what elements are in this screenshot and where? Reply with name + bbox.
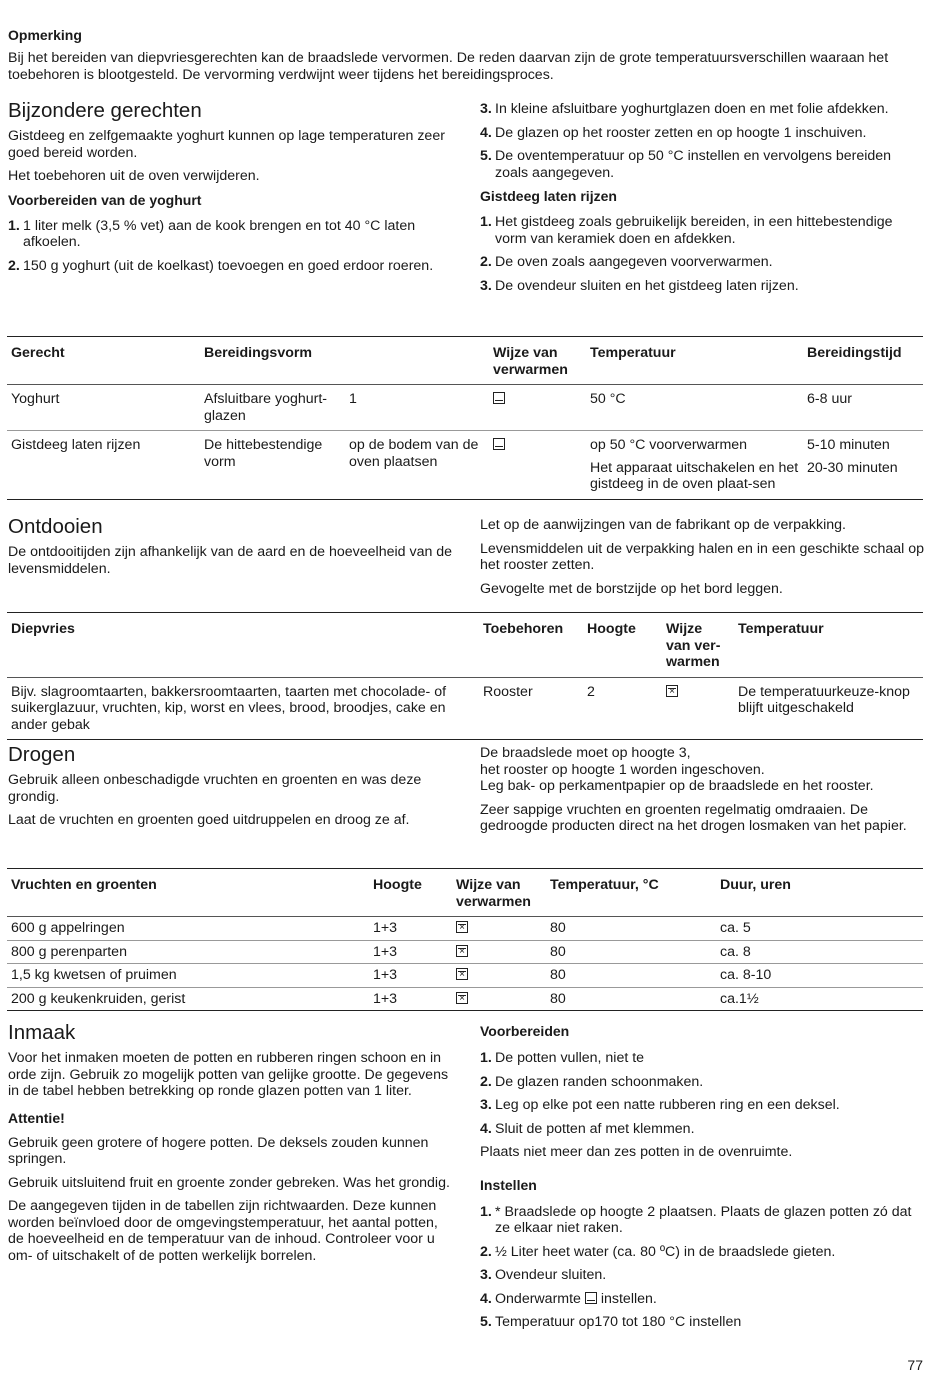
drogen-r1a: De braadslede moet op hoogte 3,: [480, 745, 691, 761]
inmaak-p5: Plaats niet meer dan zes potten in de ovenruimte.: [480, 1144, 793, 1160]
inmaak-p3: Gebruik uitsluitend fruit en groente zonder gebreken. Was het grondig.: [8, 1174, 450, 1191]
hot-air-icon: [456, 945, 468, 957]
table-header-row: [7, 337, 923, 385]
col-header: Duur, uren: [720, 877, 791, 893]
inmaak-p4: De aangegeven tijden in de tabellen zijn richtwaarden. Deze kunnen worden beïnvloed door de omgevingstemperatuur, het aantal potten, de hoeveelheid en de temperatuur van de inhoud. Controleer voor u om- of uitschakelt of de potten werkelijk borrelen.: [8, 1198, 438, 1264]
bijzondere-right: [480, 101, 925, 301]
bijzondere-intro: Gistdeeg en zelfgemaakte yoghurt kunnen op lage temperaturen zeer goed bereid worden.: [8, 128, 445, 161]
drogen-right: [480, 745, 928, 835]
table-row: 600 g appelringen 1+3 × 80 ca. 5: [7, 917, 923, 941]
drogen-r2: Zeer sappige vruchten en groenten regelmatig omdraaien. De gedroogde producten direct na het drogen losmaken van het papier.: [480, 801, 907, 834]
page-number: 77: [907, 1357, 923, 1373]
drogen-table: [7, 868, 923, 1011]
drogen-title: Drogen: [8, 743, 76, 766]
col-header: Temperatuur, °C: [550, 877, 659, 893]
col-header: Temperatuur: [738, 621, 824, 637]
hot-air-icon: [456, 992, 468, 1004]
list-item: 3. Leg op elke pot een natte rubberen ring en een deksel.: [480, 1097, 840, 1113]
inmaak-title: Inmaak: [8, 1021, 76, 1044]
list-item: 4. Onderwarmte instellen.: [480, 1290, 657, 1307]
drogen-p2: Laat de vruchten en groenten goed uitdruppelen en droog ze af.: [8, 812, 410, 828]
instellen-heading: Instellen: [480, 1176, 537, 1193]
ontdooien-note-2: Levensmiddelen uit de verpakking halen en in een geschikte schaal op het rooster zetten.: [480, 540, 925, 573]
yoghurt-steps-cont: [480, 101, 925, 181]
opmerking-title: Opmerking: [8, 27, 82, 43]
col-header: Temperatuur: [590, 345, 676, 361]
col-header: Wijze van verwarmen: [493, 345, 568, 378]
col-header: Gerecht: [11, 345, 65, 361]
col-header: Wijze van ver-warmen: [666, 621, 721, 670]
drogen-r1c: Leg bak- op perkamentpapier op de braadslede en het rooster.: [480, 778, 874, 794]
ontdooien-title: Ontdooien: [8, 515, 103, 538]
table-row: 1,5 kg kwetsen of pruimen 1+3 × 80 ca. 8-10: [7, 964, 923, 988]
fan-defrost-icon: [666, 685, 678, 697]
ontdooien-table: [7, 612, 923, 740]
list-item: 3. Ovendeur sluiten.: [480, 1267, 607, 1283]
attentie-heading: Attentie!: [8, 1109, 65, 1126]
bijzondere-table: [7, 336, 923, 500]
voorbereiden-heading: Voorbereiden: [480, 1023, 570, 1039]
table-row: Yoghurt Afsluitbare yoghurt-glazen 1 50 °C 6-8 uur: [7, 385, 923, 431]
table-row: 200 g keukenkruiden, gerist 1+3 × 80 ca.1½: [7, 987, 923, 1011]
inmaak-p2: Gebruik geen grotere of hogere potten. De deksels zouden kunnen springen.: [8, 1134, 429, 1167]
table-row: Gistdeeg laten rijzen De hittebestendige vorm op de bodem van de oven plaatsen op 50 °C voorverwarmen Het apparaat uitschakelen en het gistdeeg in de oven plaat-sen 5-10 minuten 20-30 minuten: [7, 431, 923, 500]
inmaak-intro: Voor het inmaken moeten de potten en rubberen ringen schoon en in orde zijn. Gebruik zo mogelijk potten van gelijke grootte. De gegevens in de tabel hebben betrekking op ronde glazen potten van 1 liter.: [8, 1050, 449, 1099]
list-item: 1. * Braadslede op hoogte 2 plaatsen. Plaats de glazen potten zó dat ze elkaar niet raken.: [480, 1203, 912, 1236]
opmerking-text: Bij het bereiden van diepvriesgerechten kan de braadslede vervormen. De reden daarvan zijn de grote temperatuursverschillen waaraan het toebehoren is blootgesteld. De vervorming verdwijnt weer tijdens het bereidingsproces.: [8, 50, 889, 83]
bottom-heat-icon: [493, 438, 505, 450]
opmerking-block: [8, 27, 928, 83]
bottom-heat-icon: [493, 392, 505, 404]
list-item: 2. 150 g yoghurt (uit de koelkast) toevoegen en goed erdoor roeren.: [8, 257, 434, 274]
drogen-left: [8, 743, 456, 829]
list-item: 5. Temperatuur op170 tot 180 °C instellen: [480, 1314, 742, 1330]
yoghurt-subheading: Voorbereiden van de yoghurt: [8, 191, 202, 208]
list-item: 5. De oventemperatuur op 50 °C instellen en vervolgens bereiden zoals aangegeven.: [480, 148, 892, 181]
ontdooien-note-3: Gevogelte met de borstzijde op het bord leggen.: [480, 580, 783, 597]
col-header: Bereidingstijd: [807, 345, 902, 361]
bijzondere-left: [8, 99, 456, 281]
bottom-heat-icon: [585, 1292, 597, 1304]
yoghurt-steps: [8, 218, 456, 275]
voorbereiden-steps: [480, 1050, 925, 1137]
list-item: 1. Het gistdeeg zoals gebruikelijk bereiden, in een hittebestendige vorm van keramiek doen en afdekken.: [480, 214, 893, 247]
col-header: Toebehoren: [483, 621, 564, 637]
inmaak-left: [8, 1021, 456, 1264]
bijzondere-remove: Het toebehoren uit de oven verwijderen.: [8, 168, 260, 184]
list-item: 4. Sluit de potten af met klemmen.: [480, 1120, 695, 1137]
col-header: Vruchten en groenten: [11, 877, 157, 893]
col-header: Hoogte: [373, 877, 422, 893]
drogen-p1: Gebruik alleen onbeschadigde vruchten en groenten en was deze grondig.: [8, 772, 422, 805]
ontdooien-right: [480, 517, 925, 597]
col-header: Bereidingsvorm: [204, 345, 313, 361]
table-header-row: [7, 613, 923, 678]
bijzondere-title: Bijzondere gerechten: [8, 99, 202, 122]
col-header: Wijze van verwarmen: [456, 877, 531, 910]
list-item: 1. De potten vullen, niet te: [480, 1050, 645, 1066]
table-row: 800 g perenparten 1+3 × 80 ca. 8: [7, 940, 923, 964]
hot-air-icon: [456, 921, 468, 933]
ontdooien-left: [8, 515, 456, 577]
col-header: Hoogte: [587, 621, 636, 637]
list-item: 2. ½ Liter heet water (ca. 80 ºC) in de braadslede gieten.: [480, 1243, 836, 1260]
list-item: 1. 1 liter melk (3,5 % vet) aan de kook brengen en tot 40 °C laten afkoelen.: [8, 217, 416, 250]
list-item: 3. In kleine afsluitbare yoghurtglazen doen en met folie afdekken.: [480, 101, 889, 117]
hot-air-icon: [456, 968, 468, 980]
inmaak-right: [480, 1023, 925, 1338]
ontdooien-note-1: Let op de aanwijzingen van de fabrikant op de verpakking.: [480, 517, 846, 533]
col-header: Diepvries: [11, 621, 75, 637]
drogen-r1b: het rooster op hoogte 1 worden ingeschoven.: [480, 761, 765, 778]
instellen-steps: [480, 1204, 925, 1331]
list-item: 2. De oven zoals aangegeven voorverwarmen.: [480, 254, 773, 270]
gistdeeg-subheading: Gistdeeg laten rijzen: [480, 188, 617, 204]
list-item: 3. De ovendeur sluiten en het gistdeeg laten rijzen.: [480, 277, 799, 294]
list-item: 4. De glazen op het rooster zetten en op hoogte 1 inschuiven.: [480, 124, 867, 141]
ontdooien-intro: De ontdooitijden zijn afhankelijk van de aard en de hoeveelheid van de levensmiddelen.: [8, 544, 453, 577]
table-header-row: [7, 869, 923, 917]
table-row: Bijv. slagroomtaarten, bakkersroomtaarten, taarten met chocolade- of suikerglazuur, vruchten, kip, worst en vlees, brood, broodjes, cake en ander gebak Rooster 2 × De temperatuurkeuze-knop blijft uitgeschakeld: [7, 677, 923, 740]
list-item: 2. De glazen randen schoonmaken.: [480, 1073, 704, 1090]
gistdeeg-steps: [480, 214, 925, 294]
